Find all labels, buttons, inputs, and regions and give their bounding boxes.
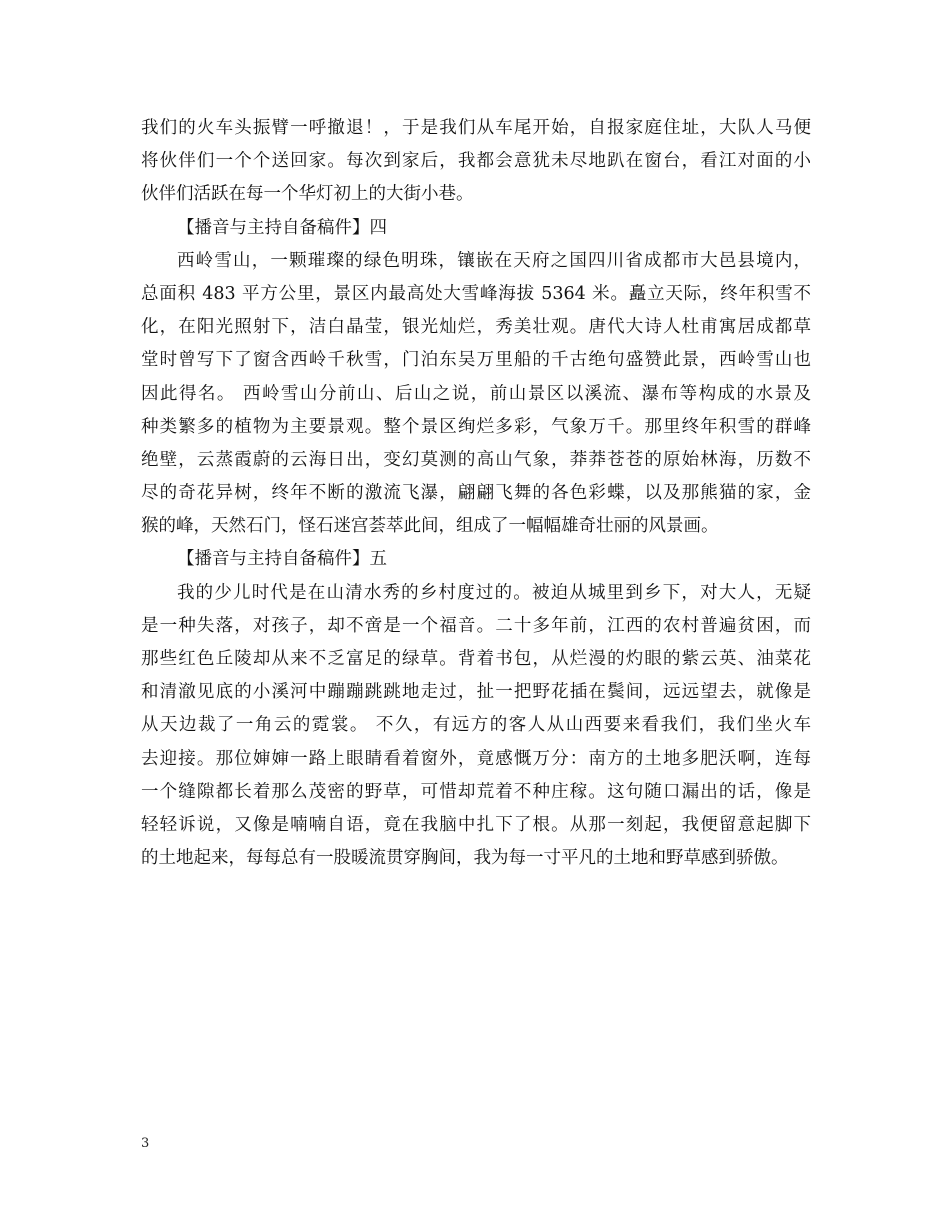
text-line: 我的少儿时代是在山清水秀的乡村度过的。被迫从城里到乡下，对大人，无疑 [177, 582, 811, 603]
text-line: 一个缝隙都长着那么茂密的野草，可惜却荒着不种庄稼。这句随口漏出的话，像是 [141, 781, 811, 802]
text-line: 是一种失落，对孩子，却不啻是一个福音。二十多年前，江西的农村普遍贫困，而 [141, 615, 811, 636]
text-line: 伙伴们活跃在每一个华灯初上的大街小巷。 [141, 184, 474, 205]
text-line: 轻轻诉说，又像是喃喃自语，竟在我脑中扎下了根。从那一刻起，我便留意起脚下 [141, 814, 811, 835]
text-line: 从天边裁了一角云的霓裳。 不久，有远方的客人从山西要来看我们，我们坐火车 [141, 715, 811, 736]
text-line: 【播音与主持自备稿件】四 [177, 217, 387, 238]
text-line: 【播音与主持自备稿件】五 [177, 549, 387, 570]
text-line: 种类繁多的植物为主要景观。整个景区绚烂多彩，气象万千。那里终年积雪的群峰 [141, 416, 811, 437]
text-line: 绝壁，云蒸霞蔚的云海日出，变幻莫测的高山气象，莽莽苍苍的原始林海，历数不 [141, 449, 811, 470]
text-line: 堂时曾写下了窗含西岭千秋雪，门泊东吴万里船的千古绝句盛赞此景，西岭雪山也 [141, 350, 811, 371]
page-number: 3 [141, 1136, 150, 1151]
text-line: 将伙伴们一个个送回家。每次到家后，我都会意犹未尽地趴在窗台，看江对面的小 [141, 151, 811, 172]
document-body [141, 112, 811, 875]
text-line: 化，在阳光照射下，洁白晶莹，银光灿烂，秀美壮观。唐代大诗人杜甫寓居成都草 [141, 317, 811, 338]
text-line: 因此得名。 西岭雪山分前山、后山之说，前山景区以溪流、瀑布等构成的水景及 [141, 383, 811, 404]
text-line: 西岭雪山，一颗璀璨的绿色明珠，镶嵌在天府之国四川省成都市大邑县境内， [177, 250, 811, 271]
text-line: 的土地起来，每每总有一股暖流贯穿胸间，我为每一寸平凡的土地和野草感到骄傲。 [141, 848, 789, 869]
text-line: 去迎接。那位婶婶一路上眼睛看着窗外，竟感慨万分：南方的土地多肥沃啊，连每 [141, 748, 811, 769]
text-line: 总面积 483 平方公里，景区内最高处大雪峰海拔 5364 米。矗立天际，终年积雪不 [141, 283, 811, 304]
text-line: 那些红色丘陵却从来不乏富足的绿草。背着书包，从烂漫的灼眼的紫云英、油菜花 [141, 649, 811, 669]
text-line: 和清澈见底的小溪河中蹦蹦跳跳地走过，扯一把野花插在鬓间，远远望去，就像是 [141, 682, 811, 703]
text-line: 我们的火车头振臂一呼撤退！，于是我们从车尾开始，自报家庭住址，大队人马便 [141, 118, 811, 138]
text-line: 尽的奇花异树，终年不断的激流飞瀑，翩翩飞舞的各色彩蝶，以及那熊猫的家，金 [141, 483, 811, 504]
text-line: 猴的峰，天然石门，怪石迷宫荟萃此间，组成了一幅幅雄奇壮丽的风景画。 [141, 516, 719, 537]
